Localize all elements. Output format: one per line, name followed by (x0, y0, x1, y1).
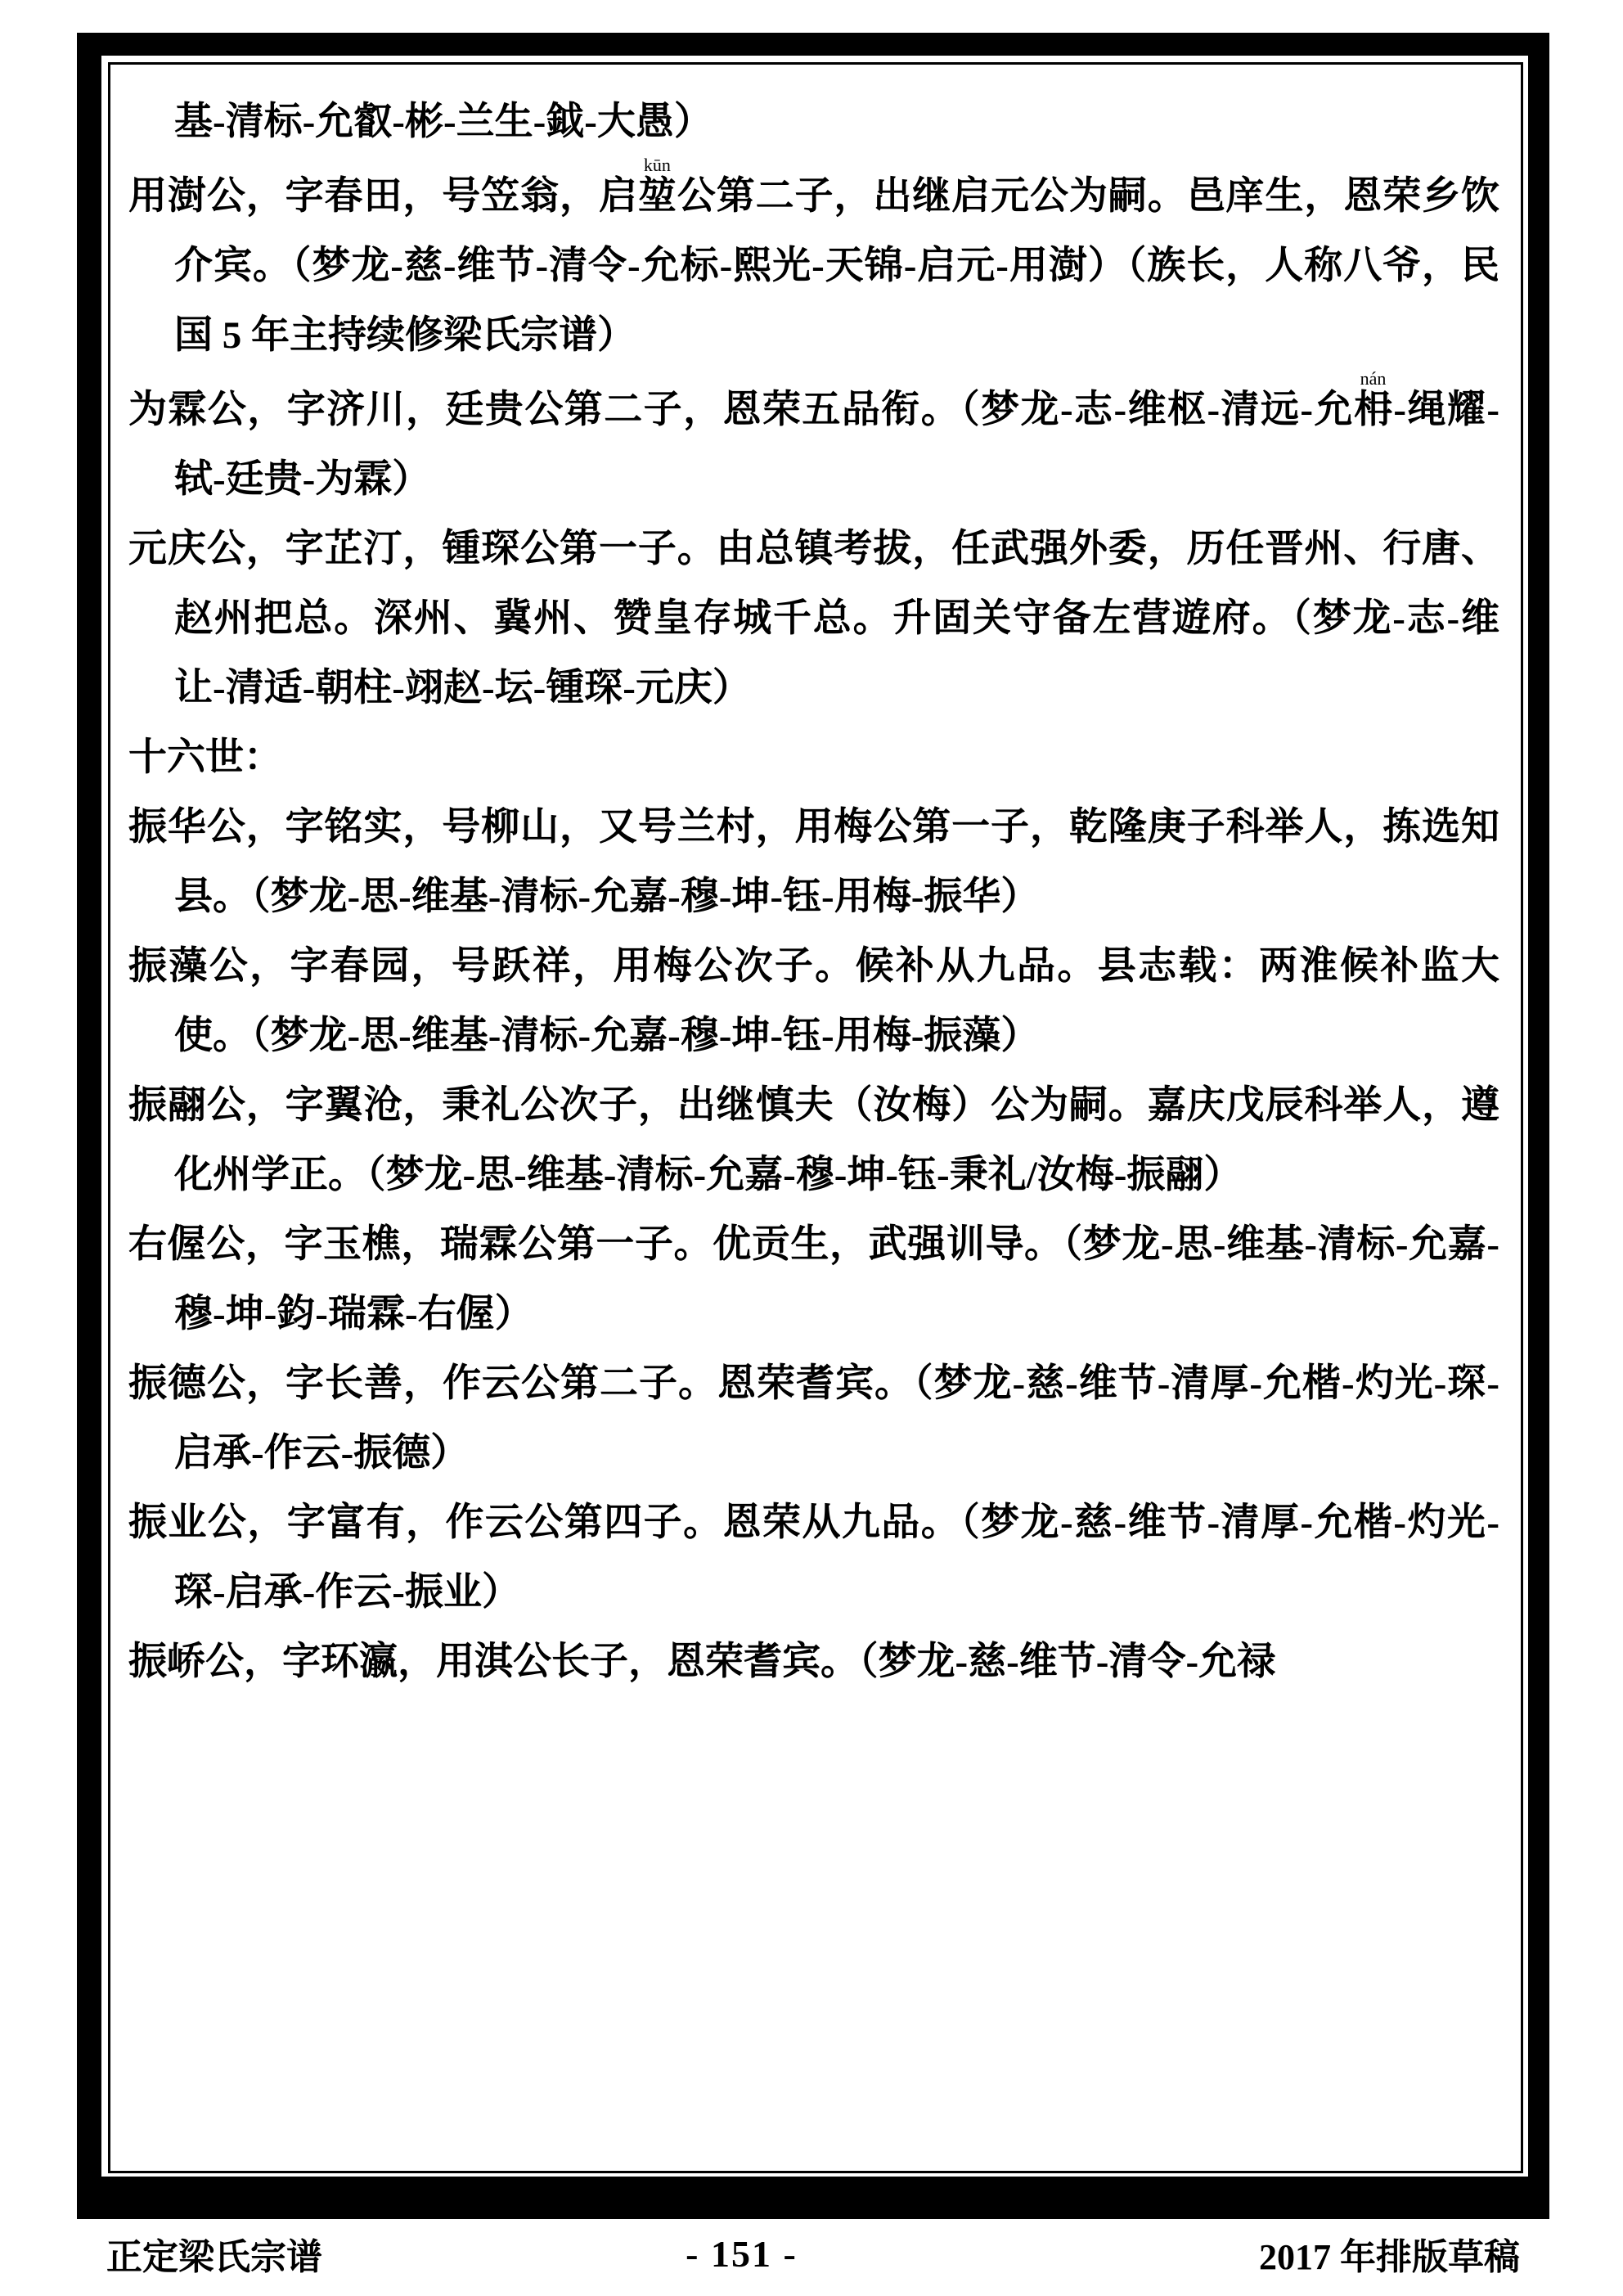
paragraph-yuanqing (128, 515, 1499, 723)
ruby-base-kun: 堃 (637, 175, 677, 218)
footer-book-title: 正定梁氏宗谱 (106, 2237, 322, 2277)
paragraph-lineage-continuation: 基-清标-允叡-彬-兰生-鉞-大愚） (174, 101, 713, 143)
paragraph-zhende (128, 1349, 1499, 1488)
zhenhe-line2: 辰科举人，遵化州学正。（梦龙-思-维基-清标-允嘉-穆-坤-钰-秉 (174, 1084, 1500, 1196)
paragraph-zhenye (128, 1488, 1499, 1627)
paragraph-weilin (128, 368, 1500, 515)
ruby-pinyin-kun: kūn (637, 155, 677, 175)
zhende-line1: 振德公，字长善，作云公第二子。恩荣耆宾。（梦龙-慈-维节-清厚- (128, 1362, 1263, 1405)
paragraph-youwo (128, 1210, 1499, 1349)
page-content (110, 65, 1521, 1697)
paragraph-zhenqiao (128, 1627, 1499, 1697)
ruby-nan (1353, 368, 1394, 431)
youwo-line1: 右偓公，字玉樵，瑞霖公第一子。优贡生，武强训导。（梦龙-思-维 (128, 1223, 1266, 1266)
page-white-margin (101, 56, 1528, 2177)
ruby-kun (637, 155, 677, 218)
yuanqing-line1: 元庆公，字芷汀，锺琛公第一子。由总镇考拔，任武强外委，历任 (128, 528, 1266, 570)
zhenzao-line2: 淮候补监大使。（梦龙-思-维基-清标-允嘉-穆-坤-钰-用梅-振藻） (174, 945, 1500, 1057)
paragraph-zhenhua (128, 793, 1499, 932)
weilin-line1: 为霖公，字济川，廷贵公第二子，恩荣五品衔。（梦龙-志-维枢-清远 (128, 389, 1301, 431)
yongshu-line3: 用澍）（族长，人称八爷，民国 5 年主持续修梁氏宗谱） (174, 245, 1499, 357)
yongshu-text-a: 用澍公，字春田，号笠翁，启 (128, 175, 638, 218)
zhenqiao-line1: 振峤公，字环瀛，用淇公长子，恩荣耆宾。（梦龙-慈-维节-清令-允禄 (128, 1641, 1276, 1683)
zhenhua-line2: 举人，拣选知县。（梦龙-思-维基-清标-允嘉-穆-坤-钰-用梅-振华） (174, 806, 1500, 918)
zhenye-line1: 振业公，字富有，作云公第四子。恩荣从九品。（梦龙-慈-维节-清厚 (128, 1501, 1301, 1544)
zhenzao-line1: 振藻公，字春园，号跃祥，用梅公次子。候补从九品。县志载：两 (128, 945, 1300, 988)
weilin-line2-a: -允 (1300, 389, 1354, 431)
yongshu-line2: 生，恩荣乡饮介宾。（梦龙-慈-维节-清令-允标-熙光-天锦-启元- (174, 175, 1500, 287)
zhenye-line2: -允楷-灼光-琛-启承-作云-振业） (174, 1501, 1499, 1614)
yuanqing-line2: 晋州、行唐、赵州把总。深州、冀州、赞皇存城千总。升固关 (174, 528, 1500, 640)
footer-page-number: - 151 - (686, 2232, 798, 2275)
ruby-base-nan: 枏 (1353, 389, 1394, 431)
page-footer (77, 2221, 1549, 2286)
ruby-pinyin-nan: nán (1353, 368, 1392, 389)
footer-edition-note: 2017 年排版草稿 (1258, 2237, 1520, 2277)
page-black-frame (77, 33, 1549, 2219)
heading-sixteenth-generation: 十六世： (128, 736, 282, 779)
zhenhe-line1: 振翮公，字翼沧，秉礼公次子，出继慎夫（汝梅）公为嗣。嘉庆戊 (128, 1084, 1266, 1127)
paragraph-zhenzao (128, 932, 1499, 1071)
zhenhe-line3: 礼/汝梅-振翮） (987, 1154, 1243, 1196)
yuanqing-line3: 守备左营遊府。（梦龙-志-维让-清适-朝柱-翊赵-坛-锺琛-元庆） (174, 597, 1499, 709)
paragraph-yongshu (128, 157, 1499, 371)
yongshu-text-b: 公第二子，出继启元公为嗣。邑庠 (677, 175, 1266, 218)
weilin-line2-b: -绳耀-轼-廷贵-为霖） (174, 389, 1500, 501)
youwo-line2: 基-清标-允嘉-穆-坤-鈞-瑞霖-右偓） (174, 1223, 1499, 1335)
text-border-box (108, 62, 1523, 2173)
zhende-line2: 允楷-灼光-琛-启承-作云-振德） (174, 1362, 1499, 1474)
paragraph-zhenhe (128, 1071, 1499, 1210)
zhenhua-line1: 振华公，字铭实，号柳山，又号兰村，用梅公第一子，乾隆庚子科 (128, 806, 1266, 849)
